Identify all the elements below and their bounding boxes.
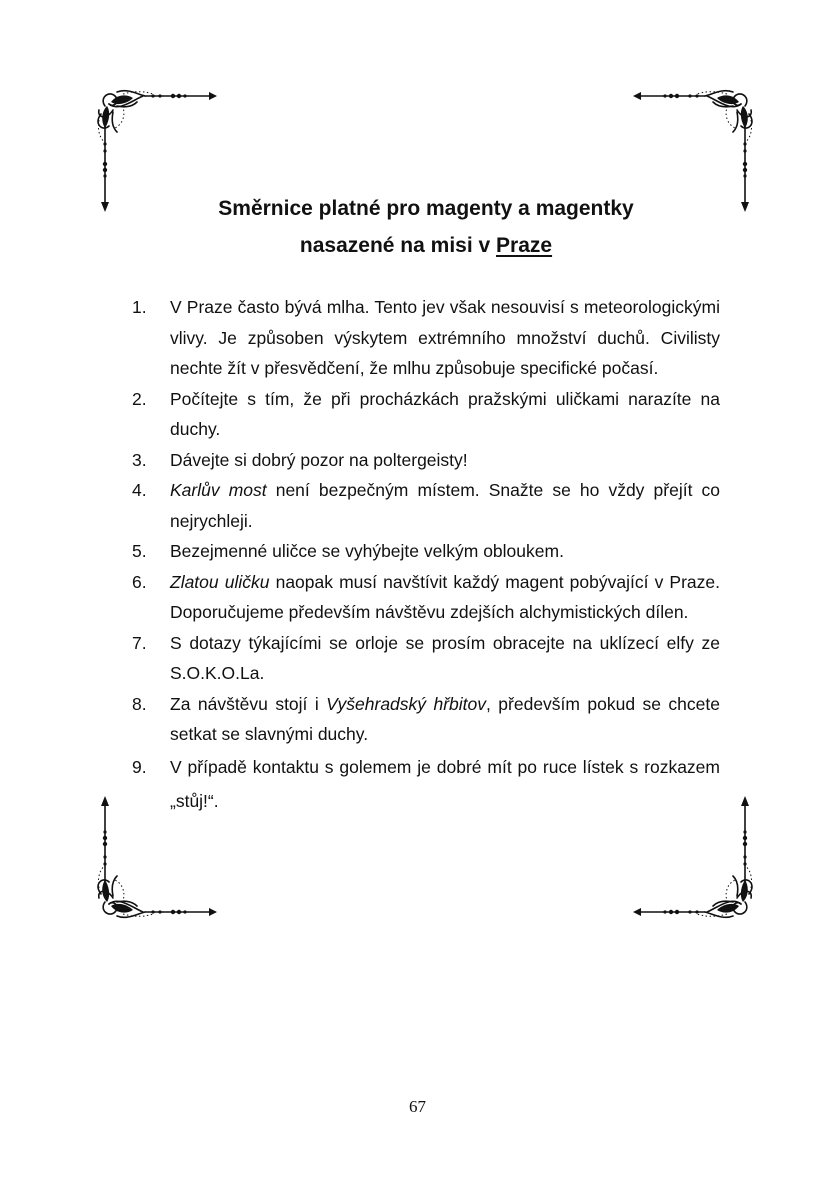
item-prefix: Za návštěvu stojí i <box>170 693 327 714</box>
item-number: 7. <box>132 632 147 653</box>
list-item <box>132 689 720 750</box>
item-number: 2. <box>132 388 147 409</box>
item-emphasis: Vyšehradský hřbitov <box>326 693 486 714</box>
item-text: není bezpečným místem. Snažte se ho vždy přejít co nejrychleji. <box>170 480 720 531</box>
title-line-2 <box>120 227 732 264</box>
page-title <box>120 190 732 264</box>
list-item <box>132 628 720 689</box>
list-item <box>132 445 720 476</box>
list-item <box>132 567 720 628</box>
item-number: 8. <box>132 693 147 714</box>
list-item <box>132 292 720 384</box>
rules-list <box>132 292 720 818</box>
item-number: 4. <box>132 480 147 500</box>
item-number: 9. <box>132 756 147 777</box>
item-text: naopak musí navštívit každý magent pobývající v Praze. Doporučujeme především návštěvu zdejších alchymistických dílen. <box>170 571 720 622</box>
item-emphasis: Karlův most <box>170 480 267 500</box>
item-text: V Praze často bývá mlha. Tento jev však nesouvisí s meteorologickými vlivy. Je způsoben výskytem extrémního množství duchů. Civilisty nechte žít v přesvědčení, že mlhu způsobuje specifické počasí. <box>170 297 720 378</box>
item-number: 6. <box>132 571 147 592</box>
item-emphasis: Zlatou uličku <box>170 571 270 592</box>
list-item <box>132 384 720 445</box>
item-number: 5. <box>132 541 147 561</box>
item-text: Počítejte s tím, že při procházkách pražskými uličkami narazíte na duchy. <box>170 388 720 439</box>
page-number: 67 <box>409 1097 426 1116</box>
item-text: Dávejte si dobrý pozor na poltergeisty! <box>170 449 468 470</box>
item-text: V případě kontaktu s golemem je dobré mít po ruce lístek s rozkazem „stůj!“. <box>170 756 720 811</box>
item-text: Bezejmenné uličce se vyhýbejte velkým obloukem. <box>170 541 564 561</box>
title-line-1: Směrnice platné pro magenty a magentky <box>218 197 634 220</box>
list-item <box>132 750 720 818</box>
title-line-2-prefix: nasazené na misi v <box>299 234 497 257</box>
list-item <box>132 536 720 567</box>
title-link-praze[interactable]: Praze <box>496 234 553 257</box>
item-number: 1. <box>132 297 147 317</box>
list-item <box>132 475 720 536</box>
item-text: , především pokud se chcete setkat se slavnými duchy. <box>170 693 720 744</box>
item-number: 3. <box>132 449 147 470</box>
item-text: S dotazy týkajícími se orloje se prosím obracejte na uklízecí elfy ze S.O.K.O.La. <box>170 632 720 683</box>
